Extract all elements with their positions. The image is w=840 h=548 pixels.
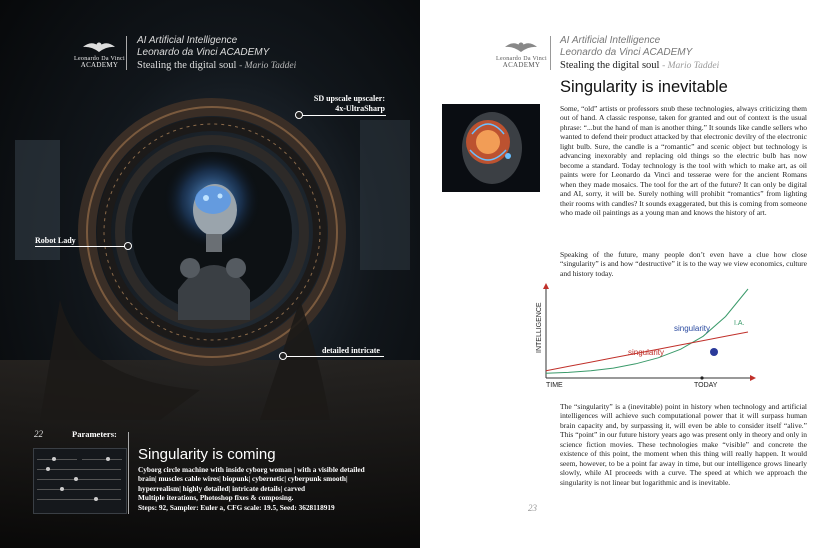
y-axis-arrow	[543, 283, 549, 289]
param-knob-5	[60, 487, 64, 491]
callout-robot-line	[35, 246, 127, 247]
param-slider-4	[37, 479, 121, 480]
header-line-2: Leonardo da Vinci ACADEMY	[137, 47, 270, 58]
param-knob-3	[46, 467, 50, 471]
singularity-point	[710, 348, 718, 356]
prompt-line-4: Multiple iterations, Photoshop fixes & composing.	[138, 493, 294, 503]
left-page-number: 22	[34, 429, 43, 439]
logo-text-1: Leonardo Da Vinci	[496, 56, 547, 62]
prompt-line-5: Steps: 92, Sampler: Euler a, CFG scale: 19.5, Seed: 3628118919	[138, 502, 335, 512]
param-slider-5	[37, 489, 121, 490]
left-header	[137, 35, 296, 73]
singularity-chart	[516, 283, 756, 393]
x-axis-label: TIME	[546, 382, 563, 389]
callout-detailed-line	[284, 356, 384, 357]
x-axis-arrow	[750, 375, 756, 381]
academy-logo	[74, 38, 125, 68]
logo-text-2: ACADEMY	[502, 61, 541, 69]
callout-upscaler-line2: 4x-UltraSharp	[335, 104, 385, 113]
header-line-2: Leonardo da Vinci ACADEMY	[560, 47, 693, 58]
parameters-panel	[33, 448, 127, 514]
academy-logo-right	[496, 38, 547, 68]
callout-upscaler-dot	[295, 111, 303, 119]
callout-detailed: detailed intricate	[322, 346, 380, 355]
label-ia: I.A.	[734, 320, 745, 327]
header-line-1: AI Artificial Intelligence	[560, 35, 661, 46]
series-ia-line	[546, 289, 748, 373]
prompt-line-3: hyperrealism| highly detailed| intricate details| carved	[138, 483, 306, 493]
param-knob-2	[106, 457, 110, 461]
header-divider-right	[550, 36, 551, 70]
brain-thumbnail	[442, 104, 540, 192]
callout-upscaler-line	[300, 115, 386, 116]
header-line-3: Stealing the digital soul	[560, 60, 660, 71]
eagle-emblem-icon	[503, 38, 539, 56]
param-slider-2	[82, 459, 122, 460]
today-tick	[700, 376, 703, 379]
right-header	[560, 35, 719, 73]
today-label: TODAY	[694, 382, 718, 389]
header-line-1: AI Artificial Intelligence	[137, 35, 238, 46]
header-line-3: Stealing the digital soul	[137, 60, 237, 71]
y-axis-label: INTELLIGENCE	[536, 302, 543, 353]
prompt-text	[138, 465, 388, 512]
params-label: Parameters:	[72, 429, 117, 439]
logo-text-2: ACADEMY	[80, 61, 119, 69]
callout-robot: Robot Lady	[35, 236, 76, 245]
left-title: Singularity is coming	[138, 446, 276, 463]
param-knob-1	[52, 457, 56, 461]
paragraph-2: Speaking of the future, many people don’t even have a clue how close “singularity” is and how “destructive” it is to the way we view economics, culture and history today.	[560, 250, 807, 278]
prompt-line-2: brain| muscles cable wires| biopunk| cybernetic| cyberpunk smooth|	[138, 474, 348, 484]
param-slider-1	[37, 459, 77, 460]
callout-detailed-dot	[279, 352, 287, 360]
header-author: - Mario Taddei	[662, 61, 720, 71]
paragraph-1: Some, “old” artists or professors snub these technologies, always criticizing them out of hand. A classic response, taken for granted and out of context is the usual phrase: “...but the hand of man is another thing.” It sounds like candle sellers who wanted to defend their product attacked by that electronic devilry of the electronic light bulb. Sure, the candle is a “romantic” and scenic object but technology is advancing inexorably and replacing old things so the electric bulb has now become a standard. Today technology is the tool with which to make art, as oil paints were for Leonardo da Vinci and tesserae were for the ancient Romans when they made mosaics. The tool for the art of the future? It can only be digital and AI, sorry, it will be. Surely nothing will prohibit “romantics” from lighting their rooms with candles? It sounds exaggerated, but this is coming from someone who made oil paintings as a young man and knows the history of art.	[560, 104, 807, 217]
callout-upscaler-line1: SD upscale upscaler:	[313, 94, 385, 103]
right-page	[420, 0, 840, 548]
param-slider-6	[37, 499, 121, 500]
param-knob-6	[94, 497, 98, 501]
paragraph-3: The “singularity” is a (inevitable) point in history when technology and artificial intelligences will achieve such computational power that it will surpass human brain capacity and, by surpassing it, will even be able to consider itself “alive.” This “point” in our future history years ago was present only in theory and only in science fiction movies. These technologies make “visible” and concrete the existence of this point, the moment when this thing will really happen. It would seem, however, to be a point far away in time, but our intelligence grows linearly slowly, while AI proceeds with a curve. The speed at which we approach the singularity is not linear but logarithmic and is inevitable.	[560, 402, 807, 487]
right-page-number: 23	[528, 503, 537, 513]
logo-text-1: Leonardo Da Vinci	[74, 56, 125, 62]
header-divider	[126, 36, 127, 70]
callout-upscaler	[300, 94, 385, 114]
params-divider	[128, 432, 129, 514]
eagle-emblem-icon	[81, 38, 117, 56]
label-singularity-red: singularity	[628, 348, 665, 357]
cyborg-head-image	[442, 104, 540, 192]
right-title: Singularity is inevitable	[560, 78, 728, 96]
header-author: - Mario Taddei	[239, 61, 297, 71]
label-singularity-blue: singularity	[674, 324, 711, 333]
callout-robot-dot	[124, 242, 132, 250]
param-knob-4	[74, 477, 78, 481]
prompt-line-1: Cyborg circle machine with inside cyborg woman | with a visible detailed	[138, 465, 365, 474]
